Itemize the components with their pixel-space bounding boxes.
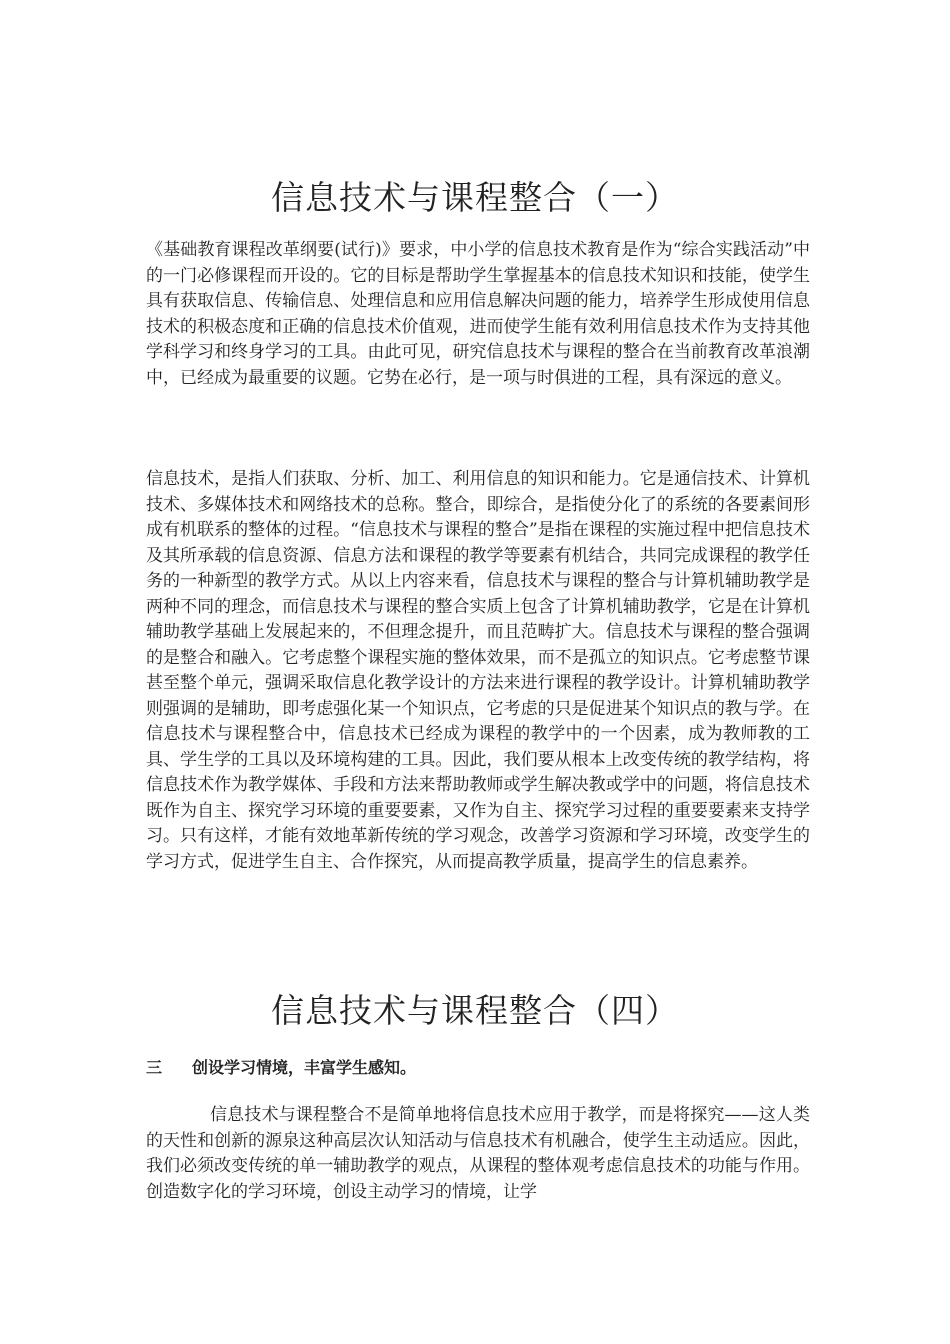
section-1-paragraph-1: 《基础教育课程改革纲要(试行)》要求，中小学的信息技术教育是作为“综合实践活动”中的一门必修课程而开设的。它的目标是帮助学生掌握基本的信息技术知识和技能，使学生具有获取信息、传输信息、处理信息和应用信息解决问题的能力，培养学生形成使用信息技术的积极态度和正确的信息技术价值观，进而使学生能有效利用信息技术作为支持其他学科学习和终身学习的工具。由此可见，研究信息技术与课程的整合在当前教育改革浪潮中，已经成为最重要的议题。它势在必行，是一项与时俱进的工程，具有深远的意义。 (146, 240, 810, 388)
subheading-number: 三 (146, 1058, 163, 1077)
section-1-title: 信息技术与课程整合（一） (271, 178, 679, 217)
section-2-title: 信息技术与课程整合（四） (271, 991, 679, 1030)
section-2-paragraph-1: 信息技术与课程整合不是简单地将信息技术应用于教学，而是将探究——这人类的天性和创新的源泉这种高层次认知活动与信息技术有机融合，使学生主动适应。因此，我们必须改变传统的单一辅助教学的观点，从课程的整体观考虑信息技术的功能与作用。创造数字化的学习环境，创设主动学习的情境，让学 (146, 1105, 810, 1202)
section-1-paragraph-2: 信息技术，是指人们获取、分析、加工、利用信息的知识和能力。它是通信技术、计算机技术、多媒体技术和网络技术的总称。整合，即综合，是指使分化了的系统的各要素间形成有机联系的整体的过程。“信息技术与课程的整合”是指在课程的实施过程中把信息技术及其所承载的信息资源、信息方法和课程的教学等要素有机结合，共同完成课程的教学任务的一种新型的教学方式。从以上内容来看，信息技术与课程的整合与计算机辅助教学是两种不同的理念，而信息技术与课程的整合实质上包含了计算机辅助教学，它是在计算机辅助教学基础上发展起来的，不但理念提升，而且范畴扩大。信息技术与课程的整合强调的是整合和融入。它考虑整个课程实施的整体效果，而不是孤立的知识点。它考虑整节课甚至整个单元，强调采取信息化教学设计的方法来进行课程的教学设计。计算机辅助教学则强调的是辅助，即考虑强化某一个知识点，它考虑的只是促进某个知识点的教与学。在信息技术与课程整合中，信息技术已经成为课程的教学中的一个因素，成为教师教的工具、学生学的工具以及环境构建的工具。因此，我们要从根本上改变传统的教学结构，将信息技术作为教学媒体、手段和方法来帮助教师或学生解决教或学中的问题，将信息技术既作为自主、探究学习环境的重要要素，又作为自主、探究学习过程的重要要素来支持学习。只有这样，才能有效地革新传统的学习观念，改善学习资源和学习环境，改变学生的学习方式，促进学生自主、合作探究，从而提高教学质量，提高学生的信息素养。 (146, 469, 810, 872)
section-2-subheading (146, 1055, 416, 1078)
subheading-text: 创设学习情境，丰富学生感知。 (192, 1058, 417, 1077)
